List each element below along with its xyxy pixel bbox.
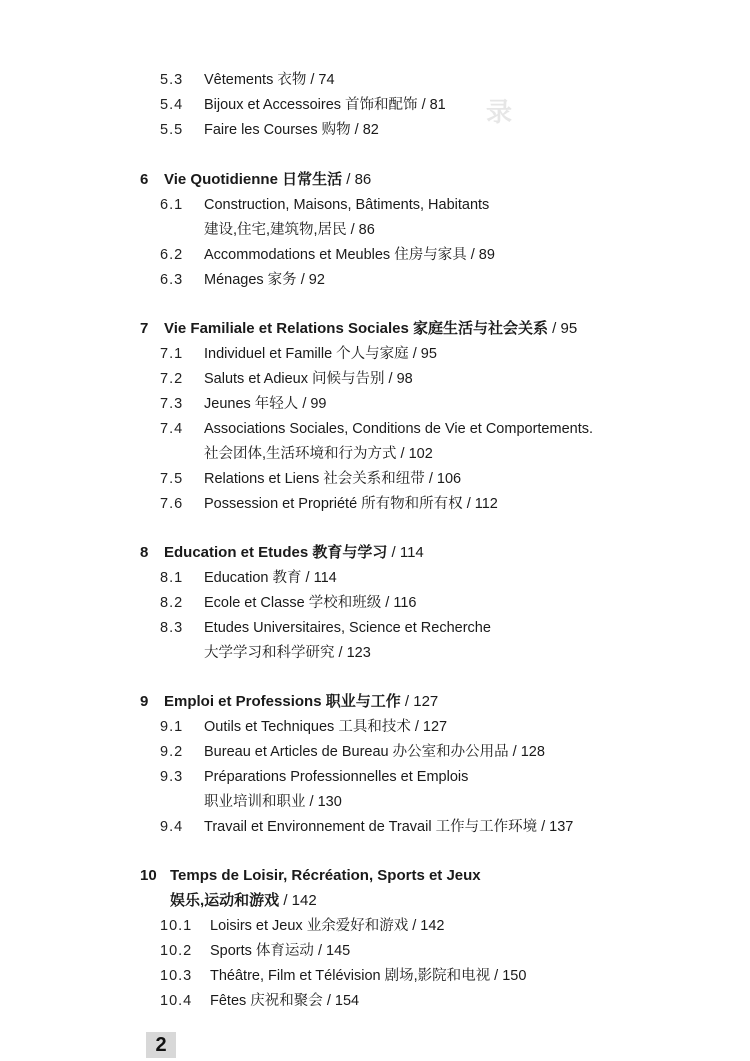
toc-entry: 10.1 Loisirs et Jeux 业余爱好和游戏 / 142 — [160, 918, 445, 934]
toc-entry: 10.3 Théâtre, Film et Télévision 剧场,影院和电视 / 150 — [160, 968, 527, 984]
toc-entry: 10.2 Sports 体育运动 / 145 — [160, 943, 351, 959]
toc-entry-continuation: 职业培训和职业 / 130 — [204, 794, 342, 810]
toc-entry: 7.3 Jeunes 年轻人 / 99 — [160, 396, 327, 412]
chapter-heading: 9 Emploi et Professions 职业与工作 / 127 — [140, 693, 439, 710]
toc-entry: 5.4 Bijoux et Accessoires 首饰和配饰 / 81 — [160, 97, 446, 113]
bleed-through-mark: 录 — [486, 97, 513, 127]
toc-entry: 10.4 Fêtes 庆祝和聚会 / 154 — [160, 993, 360, 1009]
toc-entry: 7.1 Individuel et Famille 个人与家庭 / 95 — [160, 346, 437, 362]
toc-entry: 7.4 Associations Sociales, Conditions de Vie et Comportements. — [160, 421, 594, 437]
toc-entry: 9.1 Outils et Techniques 工具和技术 / 127 — [160, 719, 448, 735]
toc-entry: 5.5 Faire les Courses 购物 / 82 — [160, 122, 379, 138]
toc-entry: 8.2 Ecole et Classe 学校和班级 / 116 — [160, 595, 417, 611]
toc-entry: 6.1 Construction, Maisons, Bâtiments, Habitants — [160, 197, 490, 213]
toc-entry: 8.1 Education 教育 / 114 — [160, 570, 337, 586]
chapter-heading: 7 Vie Familiale et Relations Sociales 家庭生活与社会关系 / 95 — [140, 320, 578, 337]
chapter-heading: 8 Education et Etudes 教育与学习 / 114 — [140, 544, 424, 561]
chapter-heading-continuation: 娱乐,运动和游戏 / 142 — [170, 892, 317, 909]
toc-entry-continuation: 社会团体,生活环境和行为方式 / 102 — [204, 446, 433, 462]
toc-entry-continuation: 大学学习和科学研究 / 123 — [204, 645, 371, 661]
toc-entry: 5.3 Vêtements 衣物 / 74 — [160, 72, 335, 88]
chapter-heading: 10 Temps de Loisir, Récréation, Sports et Jeux — [140, 867, 481, 884]
toc-entry: 9.4 Travail et Environnement de Travail 工作与工作环境 / 137 — [160, 819, 574, 835]
toc-entry-continuation: 建设,住宅,建筑物,居民 / 86 — [204, 222, 375, 238]
chapter-heading: 6 Vie Quotidienne 日常生活 / 86 — [140, 171, 372, 188]
toc-entry: 6.3 Ménages 家务 / 92 — [160, 272, 325, 288]
toc-entry: 6.2 Accommodations et Meubles 住房与家具 / 89 — [160, 247, 495, 263]
toc-entry: 7.5 Relations et Liens 社会关系和纽带 / 106 — [160, 471, 462, 487]
toc-entry: 9.3 Préparations Professionnelles et Emplois — [160, 769, 469, 785]
toc-entry: 9.2 Bureau et Articles de Bureau 办公室和办公用品 / 128 — [160, 744, 545, 760]
page-number: 2 — [146, 1032, 176, 1058]
toc-entry: 8.3 Etudes Universitaires, Science et Recherche — [160, 620, 491, 636]
toc-entry: 7.6 Possession et Propriété 所有物和所有权 / 112 — [160, 496, 498, 512]
toc-entry: 7.2 Saluts et Adieux 问候与告别 / 98 — [160, 371, 413, 387]
